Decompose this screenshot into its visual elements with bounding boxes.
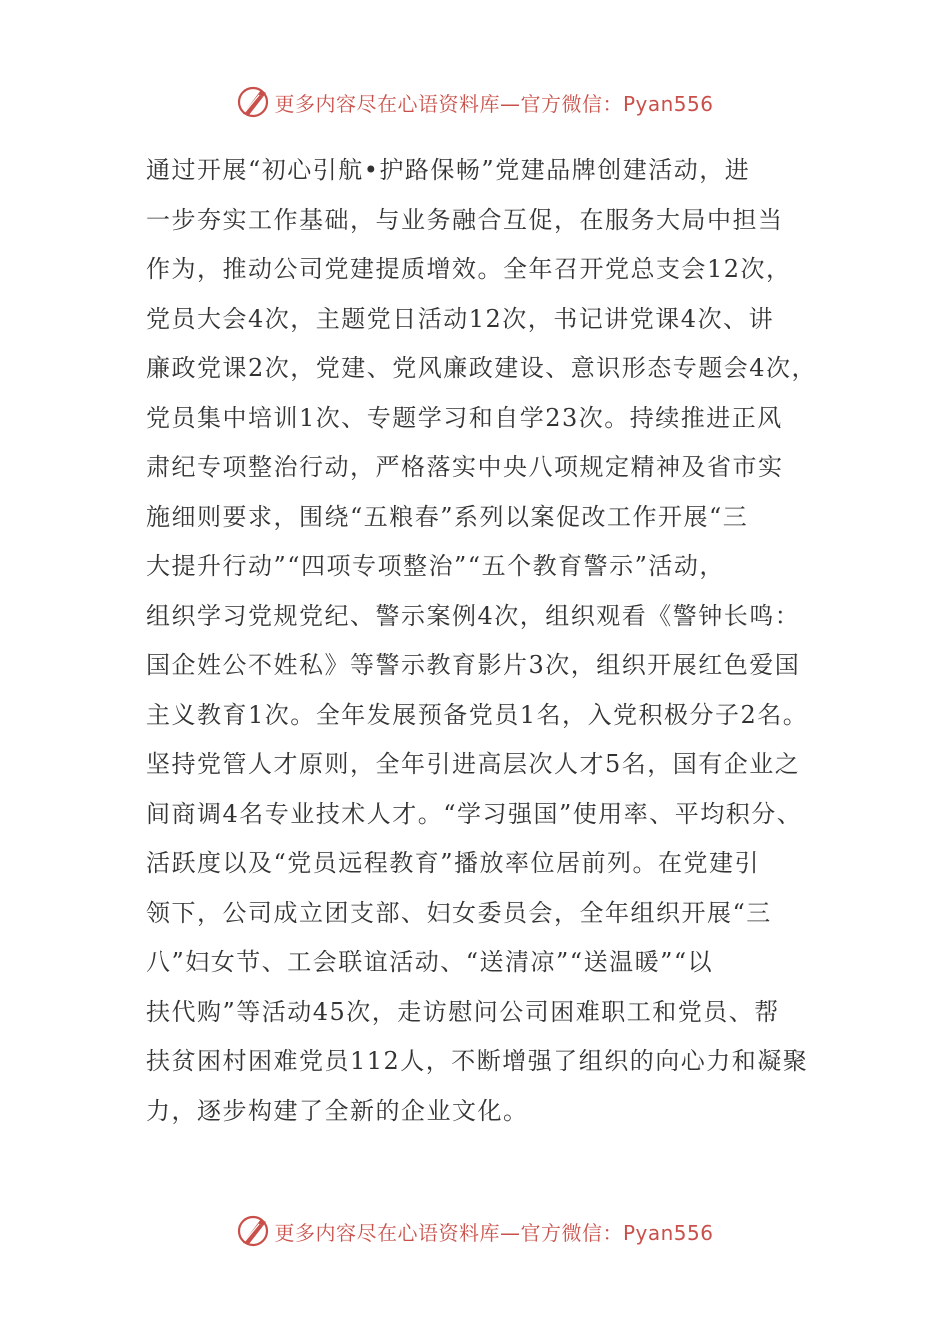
body-line: 间商调4名专业技术人才。“学习强国”使用率、平均积分、	[146, 799, 803, 828]
body-line: 扶代购”等活动45次，走访慰问公司困难职工和党员、帮	[146, 997, 780, 1026]
body-line: 活跃度以及“党员远程教育”播放率位居前列。在党建引	[146, 849, 761, 877]
banner-text: 更多内容尽在心语资料库—官方微信：Pyan556	[274, 91, 714, 116]
body-line: 坚持党管人才原则，全年引进高层次人才5名，国有企业之	[146, 750, 801, 778]
body-line: 施细则要求，围绕“五粮春”系列以案促改工作开展“三	[146, 502, 749, 531]
banner-text: 更多内容尽在心语资料库—官方微信：Pyan556	[274, 1220, 714, 1245]
body-line: 党员集中培训1次、专题学习和自学23次。持续推进正风	[146, 403, 783, 432]
document-body	[146, 146, 818, 1136]
body-line: 扶贫困村困难党员112人，不断增强了组织的向心力和凝聚	[146, 1047, 809, 1075]
body-line: 作为，推动公司党建提质增效。全年召开党总支会12次，	[146, 255, 792, 283]
body-line: 组织学习党规党纪、警示案例4次，组织观看《警钟长鸣：	[146, 601, 801, 630]
body-line: 通过开展“初心引航•护路保畅”党建品牌创建活动，进	[146, 156, 751, 184]
body-line: 领下，公司成立团支部、妇女委员会，全年组织开展“三	[146, 898, 772, 927]
body-line: 大提升行动”“四项专项整治”“五个教育警示”活动，	[146, 552, 725, 580]
footer-banner	[0, 1211, 950, 1251]
pen-nib-logo-icon	[236, 1214, 270, 1248]
body-line: 八”妇女节、工会联谊活动、“送清凉”“送温暖”“以	[146, 948, 714, 976]
header-banner	[0, 82, 950, 122]
body-line: 力，逐步构建了全新的企业文化。	[146, 1096, 529, 1125]
body-line: 国企姓公不姓私》等警示教育影片3次，组织开展红色爱国	[146, 651, 801, 679]
body-line: 主义教育1次。全年发展预备党员1名，入党积极分子2名。	[146, 700, 809, 729]
pen-nib-logo-icon	[236, 85, 270, 119]
body-line: 党员大会4次，主题党日活动12次，书记讲党课4次、讲	[146, 304, 775, 333]
body-line: 一步夯实工作基础，与业务融合互促，在服务大局中担当	[146, 205, 784, 234]
body-line: 肃纪专项整治行动，严格落实中央八项规定精神及省市实	[146, 453, 784, 481]
body-line: 廉政党课2次，党建、党风廉政建设、意识形态专题会4次，	[146, 354, 818, 382]
